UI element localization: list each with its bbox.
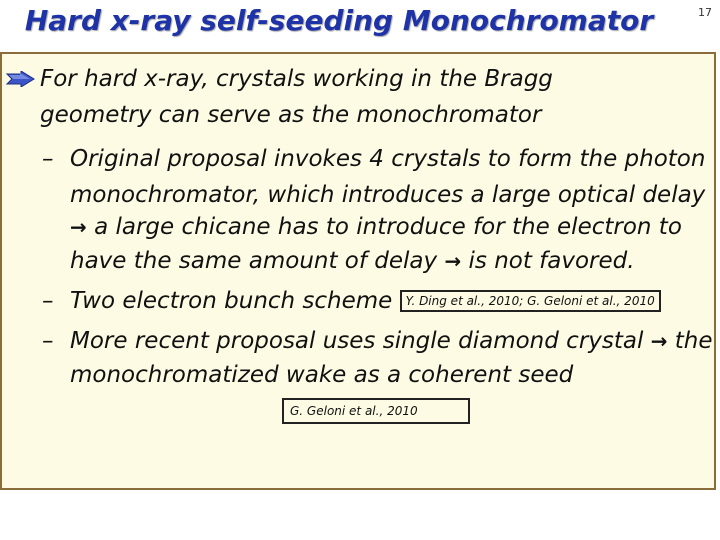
sub-bullet-dash-2: – <box>42 288 54 314</box>
citation-box-1: Y. Ding et al., 2010; G. Geloni et al., 2010 <box>400 290 661 312</box>
sub-bullet-3-line-2: monochromatized wake as a coherent seed <box>70 362 574 388</box>
arrow-icon: → <box>70 215 87 239</box>
sub-bullet-1-line-3: a large chicane has to introduce for the electron to <box>94 214 682 240</box>
arrow-icon: → <box>444 249 462 273</box>
main-bullet-line-1: For hard x-ray, crystals working in the Bragg <box>40 66 553 92</box>
sub-bullet-3-line-1b: the <box>674 328 713 354</box>
sub-bullet-dash-3: – <box>42 328 54 354</box>
bullet-arrow-icon <box>6 71 36 87</box>
sub-bullet-1-line-4b: is not favored. <box>468 248 635 274</box>
sub-bullet-1-line-4a: have the same amount of delay <box>70 248 438 274</box>
main-bullet-line-2: geometry can serve as the monochromator <box>40 102 542 128</box>
sub-bullet-3-line-1a: More recent proposal uses single diamond crystal <box>70 328 644 354</box>
slide-number: 17 <box>698 6 712 19</box>
sub-bullet-1-line-4-wrap <box>70 243 635 279</box>
slide-title: Hard x-ray self-seeding Monochromator <box>24 4 654 37</box>
sub-bullet-3-line-1-wrap <box>70 323 713 359</box>
sub-bullet-dash-1: – <box>42 146 54 172</box>
sub-bullet-2-text: Two electron bunch scheme <box>70 288 393 314</box>
sub-bullet-1-line-3-wrap <box>70 209 682 245</box>
arrow-icon: → <box>650 329 668 353</box>
citation-box-2: G. Geloni et al., 2010 <box>282 398 470 424</box>
sub-bullet-1-line-1: Original proposal invokes 4 crystals to form the photon <box>70 146 706 172</box>
sub-bullet-2-wrap <box>70 283 661 319</box>
sub-bullet-1-line-2: monochromator, which introduces a large optical delay <box>70 182 706 208</box>
